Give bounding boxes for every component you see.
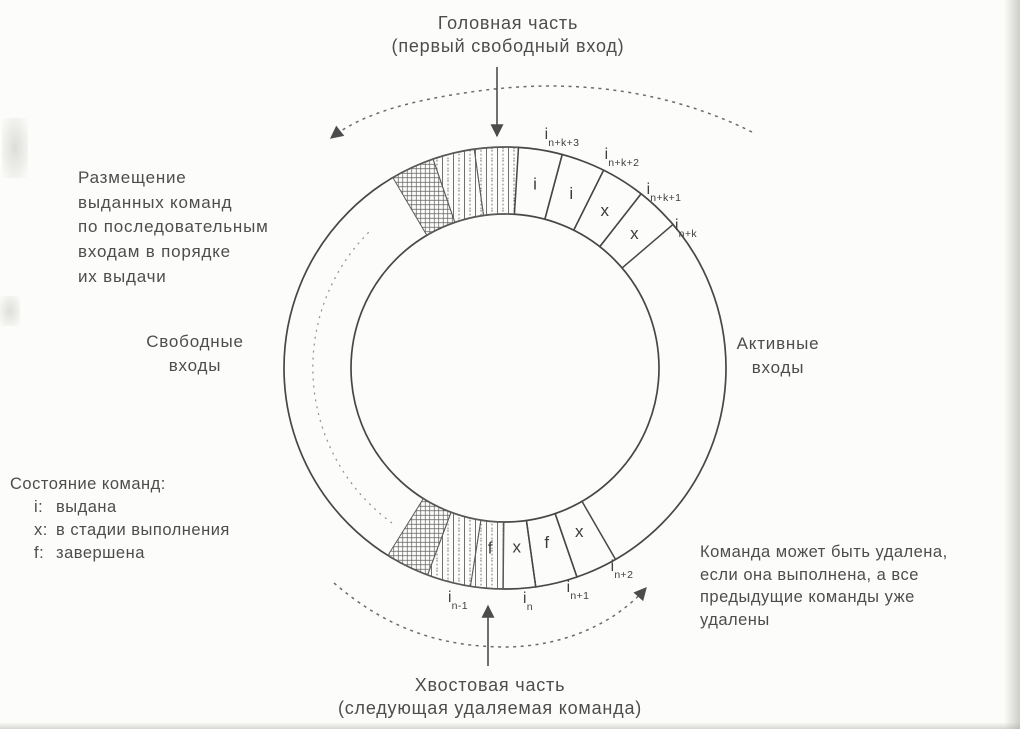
segment-state-letter: x	[512, 537, 521, 557]
text-line: по последовательным	[78, 217, 269, 237]
segment-state-letter: x	[600, 200, 610, 220]
entry-index-label	[447, 588, 469, 613]
entry-index-base: i	[447, 588, 452, 606]
entry-index-base: i	[523, 589, 527, 607]
segment-state-letter: i	[569, 184, 574, 204]
entry-index-base: i	[646, 180, 651, 198]
legend-item-desc: завершена	[56, 544, 145, 562]
text-line: входам в порядке	[78, 241, 231, 261]
entry-index-subscript: n+k+3	[548, 137, 580, 150]
segment-state-letter: x	[574, 521, 584, 541]
text-line: их выдачи	[78, 266, 167, 286]
legend-item-key: f:	[34, 544, 45, 562]
entry-index-base: i	[604, 145, 609, 163]
entry-index-subscript: n+k+2	[608, 157, 640, 170]
legend-title: Состояние команд:	[10, 475, 166, 493]
entry-index-base: i	[544, 125, 549, 143]
entry-index-base: i	[610, 557, 615, 575]
text-line: Активные	[736, 334, 820, 353]
entry-index-label	[523, 589, 533, 614]
entry-index-base: i	[566, 578, 571, 596]
text-line: удалены	[700, 610, 770, 629]
segment-state-letter: f	[487, 538, 493, 558]
entry-index-label	[610, 557, 634, 582]
legend-item-key: i:	[34, 498, 44, 516]
entry-index-base: i	[674, 216, 679, 234]
entry-index-subscript: n+1	[570, 590, 590, 603]
entry-index-subscript: n	[526, 601, 533, 614]
text-line: (первый свободный вход)	[391, 36, 625, 57]
text-line: Хвостовая часть	[414, 675, 566, 695]
text-line: выданных команд	[78, 192, 233, 212]
legend-item-key: x:	[34, 521, 48, 539]
entry-index-label	[566, 578, 590, 603]
text-line: Размещение	[78, 168, 187, 187]
legend-item-desc: выдана	[56, 498, 117, 516]
text-line: предыдущие команды уже	[700, 588, 915, 607]
entry-index-subscript: n+k	[678, 228, 698, 241]
text-line: Головная часть	[437, 13, 579, 33]
entry-index-label	[544, 125, 580, 150]
segment-state-letter: i	[533, 174, 537, 194]
text-line: (следующая удаляемая команда)	[337, 698, 643, 719]
text-line: входы	[168, 356, 222, 376]
text-line: входы	[751, 358, 805, 378]
text-line: Свободные	[146, 332, 244, 351]
segment-state-letter: f	[544, 533, 550, 553]
entry-index-label	[674, 216, 698, 241]
legend-item-desc: в стадии выполнения	[56, 521, 230, 539]
entry-index-subscript: n+k+1	[650, 192, 682, 205]
entry-index-subscript: n+2	[614, 569, 634, 582]
text-line: Команда может быть удалена,	[700, 543, 948, 561]
text-line: если она выполнена, а все	[700, 565, 919, 584]
entry-index-label	[604, 145, 640, 170]
entry-index-label	[646, 180, 682, 205]
segment-state-letter: x	[630, 223, 639, 243]
entry-index-subscript: n-1	[451, 600, 469, 613]
